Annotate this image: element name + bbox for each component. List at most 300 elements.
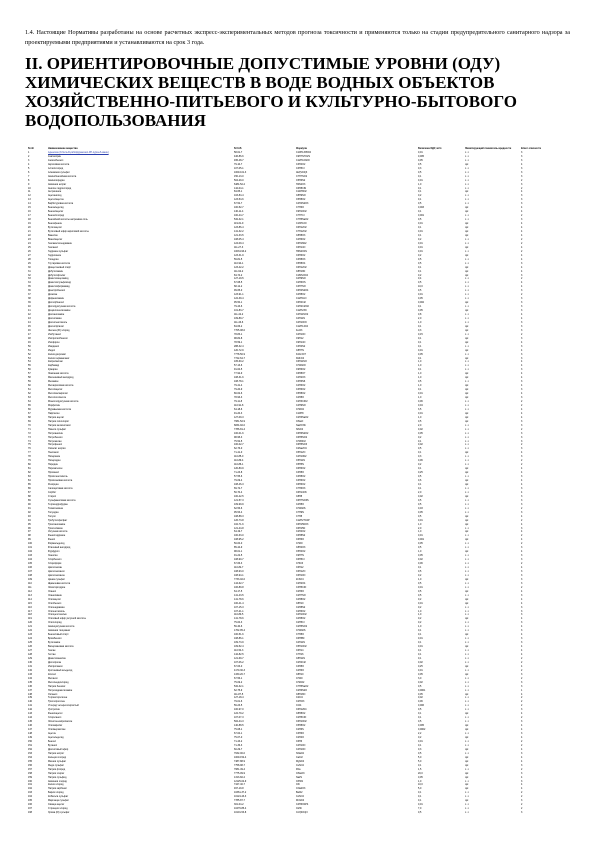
cell-cas: 1762-95-4	[234, 629, 245, 633]
cell-formula: C2H6O2	[296, 609, 306, 613]
cell-cas: 110-91-8	[234, 403, 244, 407]
cell-class: 3	[521, 324, 523, 328]
cell-class: 3	[521, 593, 523, 597]
cell-cas: 71-23-8	[234, 471, 243, 475]
header-value: Величина ОДУ, мг/л	[418, 147, 442, 150]
cell-formula: C6H6N2O2	[296, 431, 309, 435]
cell-class: 2	[521, 518, 523, 522]
cell-sign: с.-т.	[465, 637, 470, 641]
cell-formula: C4H10N2	[296, 455, 307, 459]
cell-sign: с.-т.	[465, 708, 470, 712]
cell-name: Кротоновый альдегид	[48, 668, 73, 672]
cell-name: Акриловая кислота	[48, 162, 70, 166]
cell-value: 0,5	[418, 514, 422, 518]
cell-class: 3	[521, 510, 523, 514]
cell-formula: C5H8O2	[296, 724, 306, 728]
cell-name: Пиперазин	[48, 455, 61, 459]
cell-value: 0,006	[418, 704, 424, 708]
cell-value: 2,0	[418, 316, 422, 320]
cell-formula: C3H6N6	[296, 380, 306, 384]
cell-value: 0,1	[418, 265, 422, 269]
cell-formula: C4H8O2	[296, 293, 306, 297]
cell-class: 3	[521, 569, 523, 573]
cell-formula: C4H10O	[296, 747, 306, 751]
cell-name: Диэтиленгликоль	[48, 320, 68, 324]
cell-cas: 7733-02-0	[234, 577, 245, 581]
cell-value: 1,0	[418, 530, 422, 534]
cell-num: 140	[28, 700, 32, 704]
cell-class: 3	[521, 708, 523, 712]
cell-sign: орг.	[465, 376, 469, 380]
cell-sign: с.-т.	[465, 585, 470, 589]
cell-num: 143	[28, 712, 32, 716]
cell-class: 3	[521, 621, 523, 625]
cell-class: 4	[521, 206, 523, 210]
cell-value: 1,0	[418, 577, 422, 581]
cell-num: 17	[28, 214, 31, 218]
cell-num: 133	[28, 672, 32, 676]
cell-sign: орг.	[465, 577, 469, 581]
cell-formula: C5H6N2	[296, 178, 306, 182]
cell-name: Диацетоновый спирт	[48, 265, 72, 269]
cell-cas: 75-09-2	[234, 680, 243, 684]
cell-num: 80	[28, 463, 31, 467]
cell-value: 0,5	[418, 257, 422, 261]
cell-formula: ClNaO	[296, 419, 304, 423]
cell-sign: с.-т.	[465, 684, 470, 688]
cell-num: 10	[28, 186, 31, 190]
cell-sign: с.-т.	[465, 400, 470, 403]
cell-class: 4	[521, 787, 523, 791]
cell-formula: C8H8O3	[296, 233, 306, 237]
substance-link[interactable]: Аденозин (9-бета-D-рибофуранозил-9H-пурин-6-амин)	[48, 150, 109, 154]
cell-name: Бензофенон	[48, 222, 62, 226]
cell-sign: с.-т.	[465, 297, 470, 301]
cell-sign: орг.	[465, 226, 469, 230]
cell-cas: 7722-64-7	[234, 356, 245, 360]
cell-cas: 10043-01-3	[234, 170, 247, 174]
cell-formula: C6H15N	[296, 526, 306, 530]
cell-value: 0,5	[418, 202, 422, 206]
cell-name: Циклогексанон	[48, 573, 65, 577]
cell-cas: 107-06-2	[234, 660, 244, 664]
cell-formula: C5H10O2	[296, 645, 307, 649]
cell-formula: C2HCl3	[296, 700, 305, 704]
cell-formula: C6H14O	[296, 245, 306, 249]
cell-formula: C6H12	[296, 566, 304, 570]
cell-class: 3	[521, 328, 523, 332]
cell-name: Гексанол	[48, 245, 59, 249]
cell-class: 2	[521, 585, 523, 589]
cell-cas: 91-22-5	[234, 554, 243, 558]
cell-sign: орг.	[465, 388, 469, 392]
cell-num: 76	[28, 447, 31, 451]
cell-value: 0,2	[418, 237, 422, 241]
cell-class: 4	[521, 451, 523, 455]
cell-num: 118	[28, 613, 32, 617]
cell-class: 3	[521, 289, 523, 293]
cell-cas: 109-89-7	[234, 316, 244, 320]
cell-cas: 110-85-0	[234, 455, 244, 459]
cell-formula: C5H8O2	[296, 392, 306, 396]
cell-cas: 7785-87-7	[234, 799, 245, 803]
cell-cas: 67-64-1	[234, 732, 243, 736]
cell-class: 3	[521, 320, 523, 324]
cell-num: 159	[28, 775, 32, 779]
cell-cas: 1313-82-2	[234, 775, 245, 779]
cell-sign: орг.	[465, 336, 469, 340]
cell-value: 1,0	[418, 522, 422, 526]
cell-num: 122	[28, 629, 32, 633]
cell-formula: H6N2O4S	[296, 249, 307, 253]
cell-class: 2	[521, 463, 523, 467]
cell-cas: 10101-53-8	[234, 811, 247, 815]
cell-value: 0,01	[418, 178, 423, 182]
cell-value: 0,5	[418, 581, 422, 585]
cell-sign: с.-т.	[465, 688, 470, 692]
cell-formula: C3H5Cl	[296, 166, 305, 170]
cell-sign: с.-т.	[465, 720, 470, 724]
cell-formula: FNa	[296, 767, 301, 771]
cell-formula: C4H8O	[296, 396, 304, 400]
cell-name: Метилэтилкетон	[48, 396, 67, 400]
cell-value: 3,5	[418, 407, 422, 411]
cell-num: 120	[28, 621, 32, 625]
cell-formula: Cr2(SO4)3	[296, 811, 308, 815]
cell-name: Аминобензойная кислота	[48, 174, 77, 178]
cell-formula: C4H9NO	[296, 277, 306, 281]
cell-num: 19	[28, 222, 31, 226]
cell-name: Углерод четыреххлористый	[48, 704, 79, 708]
cell-cas: 64-19-7	[234, 530, 243, 534]
cell-class: 4	[521, 617, 523, 621]
cell-num: 160	[28, 779, 32, 783]
cell-cas: 109-73-9	[234, 641, 244, 645]
cell-name: Аммония хлорид	[48, 779, 67, 783]
cell-value: 0,01	[418, 645, 423, 649]
cell-formula: C2H6OS	[296, 281, 306, 285]
cell-name: Азатиоприн	[48, 154, 62, 158]
cell-cas: 79-09-4	[234, 479, 243, 483]
cell-name: Гексаметилендиамин	[48, 241, 72, 245]
cell-class: 4	[521, 664, 523, 668]
cell-num: 52	[28, 352, 31, 356]
cell-sign: с.-т.	[465, 704, 470, 708]
cell-formula: C4H11N	[296, 641, 305, 645]
cell-name: Диметилформамид	[48, 285, 70, 289]
cell-cas: 58-61-7	[234, 150, 243, 154]
cell-value: 1,0	[418, 182, 422, 186]
cell-formula: ZnSO4	[296, 577, 304, 581]
cell-cas: 84-74-2	[234, 273, 243, 277]
cell-sign: с.-т.	[465, 609, 470, 613]
cell-value: 1,0	[418, 364, 422, 368]
cell-cas: 79-43-6	[234, 305, 243, 309]
cell-name: Аминоуксусная кислота	[48, 625, 75, 629]
cell-class: 3	[521, 613, 523, 617]
cell-class: 4	[521, 245, 523, 249]
cell-value: 0,1	[418, 743, 422, 747]
cell-value: 0,01	[418, 230, 423, 234]
cell-sign: с.-т.	[465, 502, 470, 506]
cell-cas: 7775-09-9	[234, 771, 245, 775]
cell-sign: орг.	[465, 747, 469, 751]
cell-name: Триэтаноламин	[48, 522, 66, 526]
cell-num: 53	[28, 356, 31, 360]
cell-class: 3	[521, 684, 523, 688]
cell-class: 3	[521, 352, 523, 356]
cell-class: 4	[521, 392, 523, 396]
cell-sign: орг.	[465, 483, 469, 487]
cell-class: 2	[521, 249, 523, 253]
cell-formula: C3H4O2	[296, 162, 306, 166]
cell-cas: 127-18-4	[234, 696, 244, 700]
cell-class: 4	[521, 724, 523, 728]
cell-cas: 101-83-7	[234, 309, 244, 313]
cell-name: Этилбензол	[48, 601, 62, 605]
cell-name: Этиленгликоль	[48, 609, 65, 613]
cell-value: 0,05	[418, 309, 423, 313]
cell-class: 3	[521, 526, 523, 530]
cell-num: 47	[28, 332, 31, 336]
cell-class: 4	[521, 407, 523, 411]
cell-formula: C2Cl4	[296, 696, 303, 700]
cell-formula: C4H2O3	[296, 376, 306, 380]
cell-formula: C6H8ClN	[296, 186, 307, 190]
cell-formula: KMnO4	[296, 356, 305, 360]
cell-name: Метилацетат	[48, 388, 63, 392]
cell-num: 64	[28, 400, 31, 403]
cell-sign: с.-т.	[465, 562, 470, 566]
cell-class: 2	[521, 400, 523, 403]
cell-formula: C2H2O4	[296, 581, 306, 585]
cell-name: Фурфурол	[48, 550, 60, 554]
cell-formula: C6H4N2O4	[296, 289, 309, 293]
cell-cas: 75-52-5	[234, 439, 243, 443]
cell-cas: 7778-50-9	[234, 352, 245, 356]
cell-name: Пиперидин	[48, 459, 61, 463]
cell-formula: C12H11N	[296, 297, 307, 301]
cell-value: 0,5	[418, 281, 422, 285]
cell-cas: 122-39-4	[234, 297, 244, 301]
cell-value: 0,1	[418, 716, 422, 720]
cell-num: 137	[28, 688, 32, 692]
cell-class: 3	[521, 423, 523, 427]
cell-value: 0,2	[418, 736, 422, 740]
cell-class: 4	[521, 566, 523, 570]
cell-cas: 7681-52-9	[234, 419, 245, 423]
cell-class: 3	[521, 680, 523, 684]
cell-value: 0,01	[418, 411, 423, 415]
cell-name: Фенол	[48, 538, 56, 542]
cell-sign: орг.	[465, 664, 469, 668]
cell-sign: орг.	[465, 494, 469, 498]
cell-sign: орг.	[465, 230, 469, 234]
cell-cas: 84-66-2	[234, 324, 243, 328]
cell-formula: C3H6O	[296, 732, 304, 736]
cell-class: 4	[521, 589, 523, 593]
cell-name: Этилцеллозольв	[48, 613, 67, 617]
cell-sign: с.-т.	[465, 427, 470, 431]
cell-value: 0,2	[418, 573, 422, 577]
cell-name: Этанол	[48, 589, 57, 593]
cell-class: 4	[521, 364, 523, 368]
header-num: N п/п	[28, 147, 34, 150]
cell-cas: 85-44-9	[234, 546, 243, 550]
cell-num: 88	[28, 494, 31, 498]
cell-formula: Na2O3Si	[296, 423, 306, 427]
cell-sign: орг.	[465, 356, 469, 360]
cell-name: Натрия сульфид	[48, 775, 67, 779]
cell-value: 0,5	[418, 498, 422, 502]
cell-num: 40	[28, 305, 31, 309]
cell-value: 1,0	[418, 415, 422, 419]
cell-sign: с.-т.	[465, 542, 470, 546]
cell-formula: CaCl2	[296, 755, 303, 759]
cell-name: Монохлоруксусная кислота	[48, 400, 79, 403]
cell-value: 0,8	[418, 313, 422, 317]
cell-formula: C5H8O2	[296, 198, 306, 202]
cell-formula: C6H11NO	[296, 360, 307, 364]
cell-cas: 110-54-3	[234, 649, 244, 653]
cell-cas: 123-54-6	[234, 198, 244, 202]
cell-num: 15	[28, 206, 31, 210]
cell-sign: с.-т.	[465, 569, 470, 573]
cell-num: 21	[28, 230, 31, 234]
cell-value: 0,5	[418, 447, 422, 451]
cell-class: 2	[521, 186, 523, 190]
cell-cas: 91-64-5	[234, 368, 243, 372]
cell-value: 0,2	[418, 605, 422, 609]
cell-class: 4	[521, 372, 523, 376]
cell-class: 4	[521, 265, 523, 269]
cell-sign: с.-т.	[465, 403, 470, 407]
cell-class: 4	[521, 601, 523, 605]
cell-formula: C7H8	[296, 514, 303, 518]
cell-formula: C8H18O	[296, 692, 306, 696]
cell-value: 3,0	[418, 676, 422, 680]
cell-sign: с.-т.	[465, 656, 470, 660]
cell-value: 0,5	[418, 569, 422, 573]
cell-name: Метилендихлорид	[48, 680, 69, 684]
cell-name: Диметилацетамид	[48, 277, 69, 281]
cell-name: Трибутилфосфат	[48, 518, 68, 522]
cell-value: 1,0	[418, 384, 422, 388]
cell-class: 2	[521, 443, 523, 447]
cell-num: 82	[28, 471, 31, 475]
cell-cas: 79-20-9	[234, 388, 243, 392]
cell-cas: 7705-08-0	[234, 328, 245, 332]
cell-formula: MnSO4	[296, 799, 305, 803]
cell-sign: с.-т.	[465, 368, 470, 372]
cell-value: 0,01	[418, 739, 423, 743]
cell-num: 26	[28, 249, 31, 253]
cell-value: 0,001	[418, 538, 424, 542]
cell-formula: C6H16N2	[296, 241, 307, 245]
cell-value: 0,01	[418, 150, 423, 154]
cell-num: 18	[28, 218, 31, 222]
cell-name: Малеиновый ангидрид	[48, 376, 74, 380]
cell-cas: 7447-40-7	[234, 783, 245, 787]
cell-value: 0,01	[418, 803, 423, 807]
cell-num: 104	[28, 558, 32, 562]
cell-name: Бензилацетат	[48, 210, 64, 214]
cell-sign: орг.	[465, 253, 469, 257]
cell-class: 2	[521, 807, 523, 811]
cell-name: Диэтиловый эфир	[48, 747, 69, 751]
cell-cas: 110-80-5	[234, 613, 244, 617]
cell-num: 96	[28, 526, 31, 530]
cell-value: 1,0	[418, 396, 422, 400]
cell-class: 3	[521, 150, 523, 154]
cell-name: Меламин	[48, 380, 59, 384]
cell-num: 41	[28, 309, 31, 313]
cell-name: Валериановая кислота	[48, 645, 74, 649]
cell-class: 2	[521, 214, 523, 218]
cell-num: 58	[28, 376, 31, 380]
cell-cas: 100-42-5	[234, 494, 244, 498]
cell-formula: C10H8	[296, 411, 304, 415]
cell-name: Этилхлорид	[48, 621, 62, 625]
cell-name: Дихлорбензол	[48, 301, 64, 305]
cell-name: Бутанол	[48, 743, 58, 747]
cell-formula: CH3NO2	[296, 439, 306, 443]
cell-class: 3	[521, 577, 523, 581]
cell-sign: с.-т.	[465, 625, 470, 629]
cell-cas: 123-86-4	[234, 226, 244, 230]
cell-name: Этилмеркаптан	[48, 728, 66, 732]
cell-value: 1,0	[418, 613, 422, 617]
cell-formula: C5H11N	[296, 459, 305, 463]
cell-sign: орг.	[465, 467, 469, 471]
cell-num: 95	[28, 522, 31, 526]
cell-value: 0,1	[418, 269, 422, 273]
cell-cas: 121-57-3	[234, 498, 244, 502]
cell-num: 69	[28, 419, 31, 423]
cell-formula: Cl2Sr	[296, 807, 302, 811]
cell-num: 162	[28, 787, 32, 791]
cell-name: Гидрохинон	[48, 253, 62, 257]
cell-name: Цинка сульфат	[48, 577, 65, 581]
cell-cas: 532-32-1	[234, 684, 244, 688]
cell-sign: с.-т.	[465, 779, 470, 783]
cell-sign: с.-т.	[465, 289, 470, 293]
cell-class: 4	[521, 490, 523, 494]
cell-sign: орг.	[465, 222, 469, 226]
cell-sign: орг.	[465, 384, 469, 388]
cell-formula: C3H8O2	[296, 475, 306, 479]
cell-class: 3	[521, 388, 523, 392]
cell-class: 3	[521, 273, 523, 277]
cell-sign: орг.	[465, 340, 469, 344]
cell-class: 3	[521, 396, 523, 400]
cell-num: 134	[28, 676, 32, 680]
cell-class: 4	[521, 348, 523, 352]
cell-formula: CuSO4	[296, 763, 304, 767]
cell-name: Натрия метасиликат	[48, 423, 71, 427]
cell-value: 0,01	[418, 249, 423, 253]
cell-cas: 56-81-5	[234, 257, 243, 261]
cell-name: Динитробензол	[48, 289, 66, 293]
cell-name: Азоксибензол	[48, 158, 64, 162]
cell-sign: с.-т.	[465, 791, 470, 795]
cell-sign: с.-т.	[465, 732, 470, 736]
cell-cas: 142-04-1	[234, 186, 244, 190]
cell-sign: с.-т.	[465, 649, 470, 653]
cell-sign: орг.	[465, 309, 469, 313]
cell-num: 16	[28, 210, 31, 214]
cell-formula: MgSO4	[296, 759, 305, 763]
